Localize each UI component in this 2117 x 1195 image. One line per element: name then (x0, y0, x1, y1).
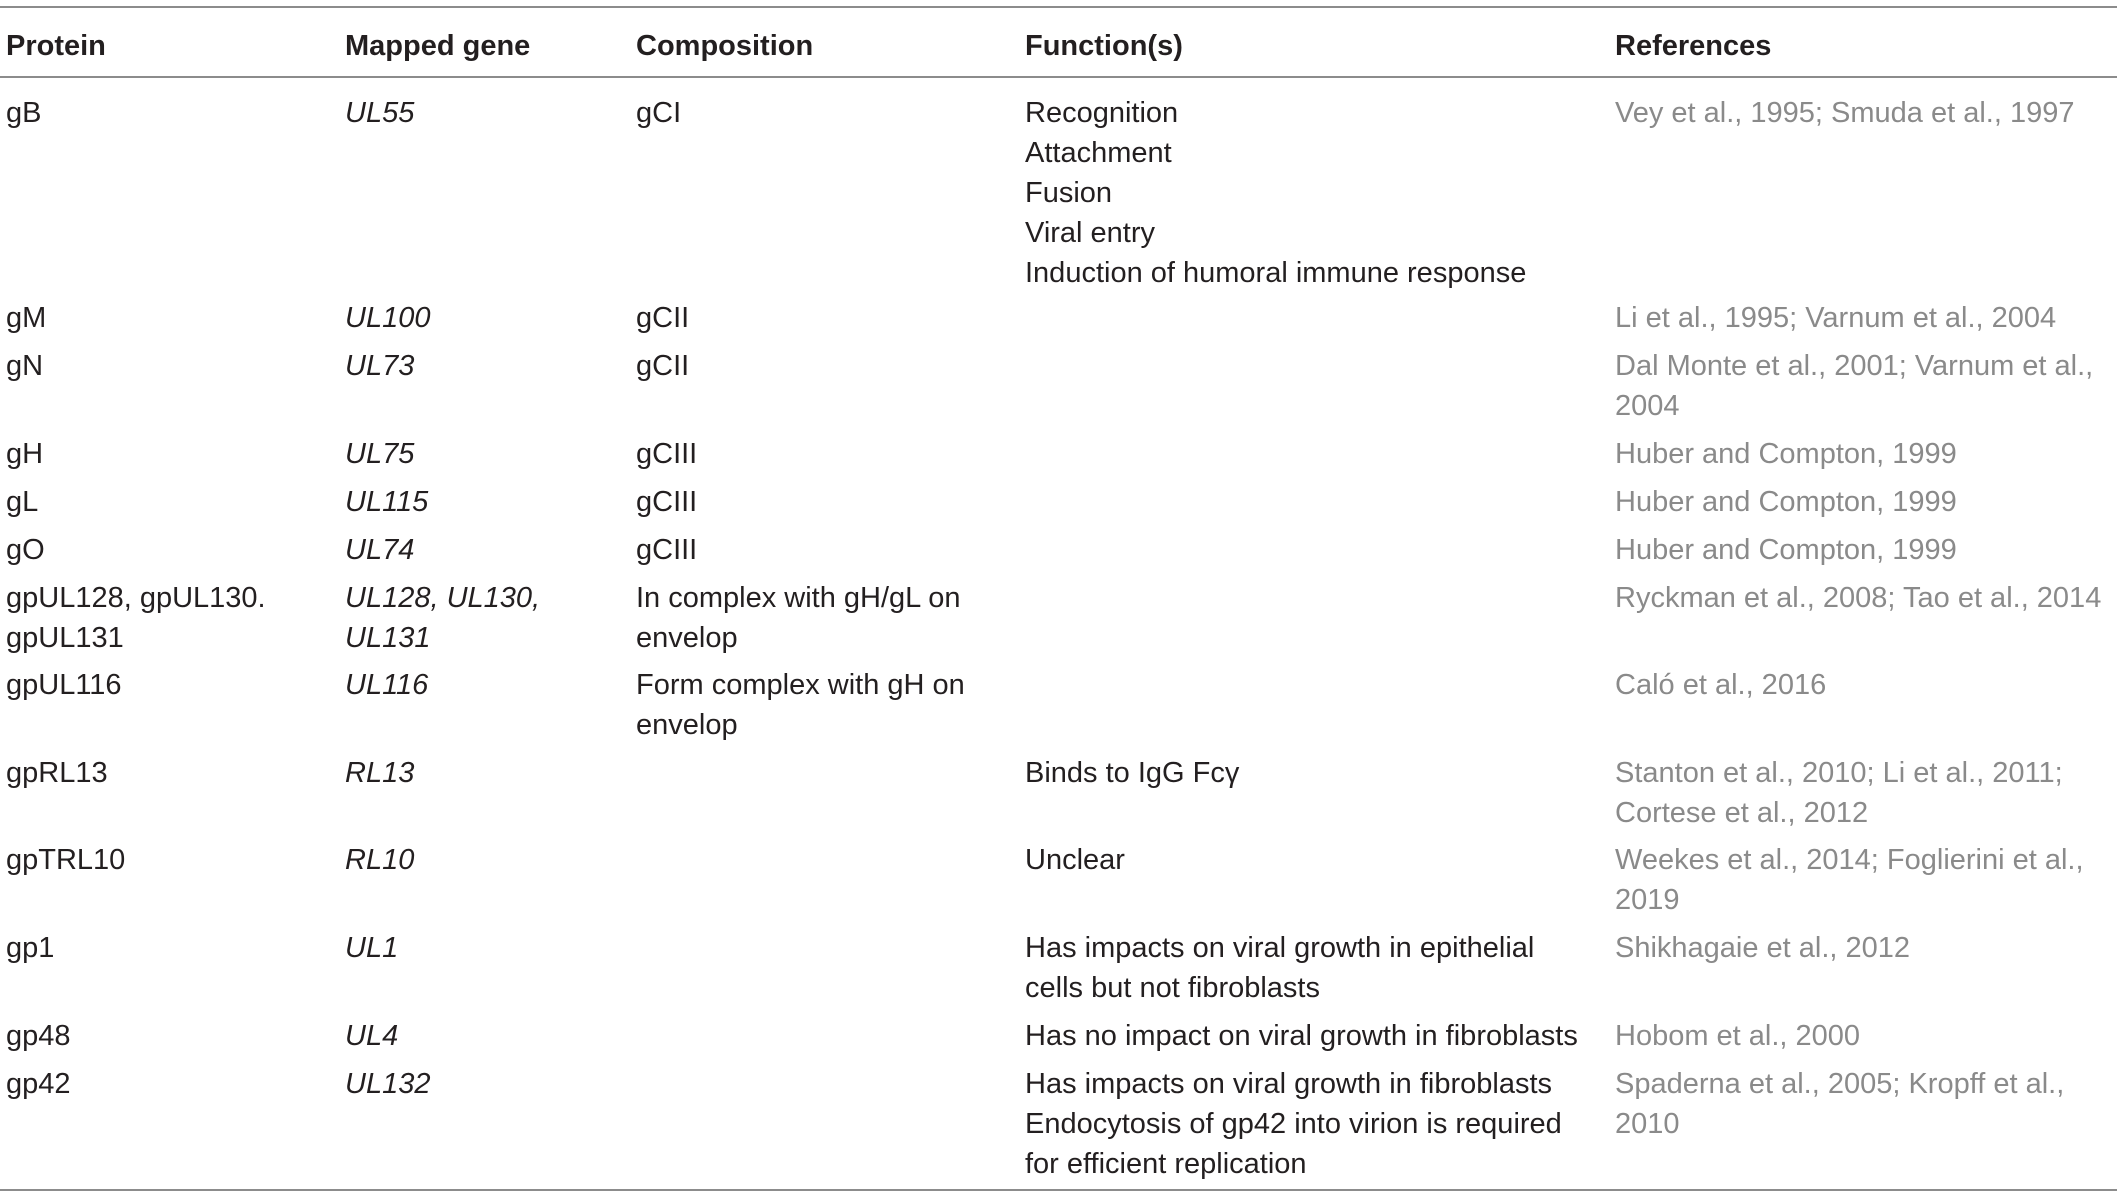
cell-protein (6, 346, 336, 386)
cell-functions (1025, 1016, 1605, 1056)
cell-functions (1025, 840, 1605, 880)
cell-protein (6, 840, 336, 880)
cell-mapped-gene-line: RL10 (345, 844, 415, 876)
cell-references-line: Dal Monte et al., 2001; Varnum et al., (1615, 350, 2094, 382)
cell-protein-line: gp48 (6, 1020, 71, 1052)
cell-references (1615, 665, 2115, 705)
cell-mapped-gene-line: UL73 (345, 350, 415, 382)
cell-references (1615, 928, 2115, 968)
cell-composition (636, 346, 1016, 386)
cell-mapped-gene (345, 1064, 625, 1104)
cell-references (1615, 434, 2115, 474)
cell-mapped-gene-line: UL1 (345, 932, 399, 964)
cell-composition-line: gCII (636, 302, 690, 334)
header-mapped-gene: Mapped gene (345, 30, 531, 62)
cell-references-line: Huber and Compton, 1999 (1615, 534, 1957, 566)
cell-references-line: Vey et al., 1995; Smuda et al., 1997 (1615, 97, 2075, 129)
cell-protein-line: gO (6, 534, 45, 566)
cell-references (1615, 482, 2115, 522)
cell-functions-line: Fusion (1025, 177, 1113, 209)
cell-references (1615, 840, 2115, 920)
cell-references (1615, 346, 2115, 426)
cell-protein-line: gpTRL10 (6, 844, 126, 876)
cell-protein-line: gpUL131 (6, 622, 124, 654)
cell-mapped-gene (345, 434, 625, 474)
cell-mapped-gene (345, 93, 625, 133)
cell-mapped-gene (345, 840, 625, 880)
cell-mapped-gene (345, 1016, 625, 1056)
cell-protein-line: gB (6, 97, 42, 129)
cell-references (1615, 1016, 2115, 1056)
cell-protein (6, 928, 336, 968)
cell-protein-line: gpRL13 (6, 757, 108, 789)
cell-protein (6, 665, 336, 705)
cell-protein-line: gpUL128, gpUL130. (6, 582, 266, 614)
cell-protein (6, 578, 336, 658)
header-protein: Protein (6, 30, 106, 62)
cell-functions (1025, 928, 1605, 1008)
cell-composition-line: gCII (636, 350, 690, 382)
cell-mapped-gene (345, 346, 625, 386)
cell-mapped-gene (345, 482, 625, 522)
cell-references-line: 2019 (1615, 884, 1680, 916)
cell-functions-line: cells but not fibroblasts (1025, 972, 1320, 1004)
cell-references (1615, 753, 2115, 833)
cell-references-line: Hobom et al., 2000 (1615, 1020, 1861, 1052)
cell-mapped-gene-line: UL55 (345, 97, 415, 129)
cell-protein (6, 753, 336, 793)
cell-references-line: Huber and Compton, 1999 (1615, 438, 1957, 470)
header-references: References (1615, 30, 1772, 62)
cell-protein (6, 482, 336, 522)
cell-protein (6, 1016, 336, 1056)
cell-composition-line: gCIII (636, 438, 698, 470)
cell-mapped-gene (345, 753, 625, 793)
cell-functions-line: Has impacts on viral growth in epithelial (1025, 932, 1535, 964)
cell-references-line: Stanton et al., 2010; Li et al., 2011; (1615, 757, 2063, 789)
cell-references-line: Ryckman et al., 2008; Tao et al., 2014 (1615, 582, 2102, 614)
cell-functions-line: Attachment (1025, 137, 1172, 169)
cell-protein-line: gM (6, 302, 47, 334)
cell-composition-line: gCIII (636, 486, 698, 518)
cell-protein-line: gH (6, 438, 44, 470)
cell-functions-line: Has no impact on viral growth in fibroblasts (1025, 1020, 1578, 1052)
cell-references (1615, 298, 2115, 338)
cell-protein-line: gL (6, 486, 39, 518)
cell-composition (636, 665, 1016, 745)
cell-references (1615, 530, 2115, 570)
cell-protein-line: gp1 (6, 932, 55, 964)
cell-protein (6, 1064, 336, 1104)
cell-references-line: Cortese et al., 2012 (1615, 797, 1869, 829)
cell-references (1615, 1064, 2115, 1144)
cell-references-line: Weekes et al., 2014; Foglierini et al., (1615, 844, 2084, 876)
cell-mapped-gene-line: UL100 (345, 302, 431, 334)
cell-references-line: Li et al., 1995; Varnum et al., 2004 (1615, 302, 2057, 334)
cell-functions-line: Induction of humoral immune response (1025, 257, 1527, 289)
cell-composition-line: envelop (636, 709, 738, 741)
cell-composition (636, 530, 1016, 570)
cell-mapped-gene-line: UL128, UL130, (345, 582, 541, 614)
cell-functions-line: Viral entry (1025, 217, 1156, 249)
cell-references-line: Spaderna et al., 2005; Kropff et al., (1615, 1068, 2065, 1100)
cell-functions (1025, 93, 1605, 293)
cell-functions-line: Has impacts on viral growth in fibroblasts (1025, 1068, 1553, 1100)
header-functions: Function(s) (1025, 30, 1183, 62)
cell-functions-line: Recognition (1025, 97, 1179, 129)
cell-references-line: Caló et al., 2016 (1615, 669, 1827, 701)
cell-mapped-gene-line: UL131 (345, 622, 431, 654)
cell-composition-line: Form complex with gH on (636, 669, 965, 701)
cell-functions-line: Binds to IgG Fcγ (1025, 757, 1240, 789)
cell-protein-line: gpUL116 (6, 669, 122, 701)
cell-mapped-gene (345, 530, 625, 570)
cell-composition-line: gCI (636, 97, 682, 129)
cell-functions (1025, 753, 1605, 793)
table-header (0, 6, 2117, 76)
cell-composition (636, 482, 1016, 522)
cell-protein (6, 530, 336, 570)
cell-composition (636, 93, 1016, 133)
cell-mapped-gene-line: UL115 (345, 486, 429, 518)
cell-mapped-gene (345, 298, 625, 338)
cell-mapped-gene-line: UL116 (345, 669, 429, 701)
cell-composition (636, 298, 1016, 338)
cell-mapped-gene-line: UL75 (345, 438, 415, 470)
cell-protein (6, 298, 336, 338)
cell-protein (6, 93, 336, 133)
cell-references-line: 2010 (1615, 1108, 1680, 1140)
cell-functions-line: Endocytosis of gp42 into virion is required (1025, 1108, 1562, 1140)
cell-mapped-gene-line: UL4 (345, 1020, 399, 1052)
cell-mapped-gene (345, 665, 625, 705)
table-header-rule (0, 76, 2117, 78)
cell-functions-line: for efficient replication (1025, 1148, 1307, 1180)
cell-references-line: Shikhagaie et al., 2012 (1615, 932, 1911, 964)
cell-references-line: Huber and Compton, 1999 (1615, 486, 1957, 518)
cell-functions-line: Unclear (1025, 844, 1125, 876)
cell-protein (6, 434, 336, 474)
cell-references (1615, 578, 2115, 618)
cell-functions (1025, 1064, 1605, 1184)
header-composition: Composition (636, 30, 814, 62)
cell-mapped-gene-line: UL74 (345, 534, 415, 566)
cell-protein-line: gN (6, 350, 44, 382)
cell-mapped-gene-line: RL13 (345, 757, 415, 789)
cell-protein-line: gp42 (6, 1068, 71, 1100)
cell-composition (636, 578, 1016, 658)
cell-composition-line: envelop (636, 622, 738, 654)
cell-composition (636, 434, 1016, 474)
cell-references (1615, 93, 2115, 133)
cell-composition-line: In complex with gH/gL on (636, 582, 961, 614)
cell-mapped-gene (345, 928, 625, 968)
table-bottom-rule (0, 1189, 2117, 1191)
cell-mapped-gene (345, 578, 625, 658)
cell-mapped-gene-line: UL132 (345, 1068, 431, 1100)
cell-composition-line: gCIII (636, 534, 698, 566)
cell-references-line: 2004 (1615, 390, 1680, 422)
